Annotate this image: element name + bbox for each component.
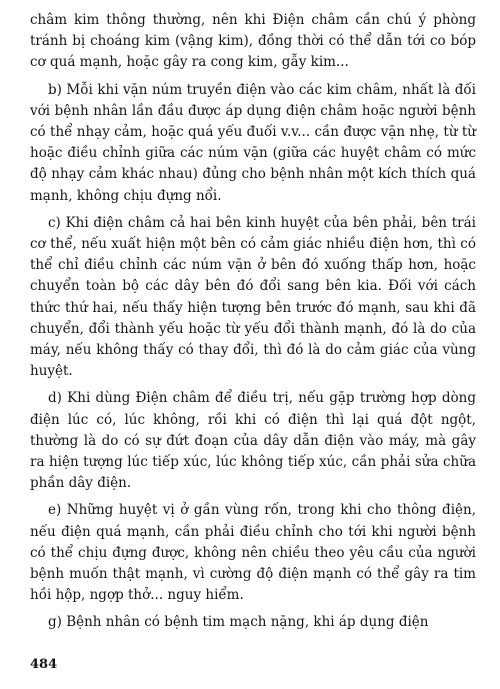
paragraph-6: g) Bệnh nhân có bệnh tim mạch nặng, khi áp dụng điện xyxy=(48,614,429,631)
page-body xyxy=(30,10,476,640)
paragraph-4: d) Khi dùng Điện châm để điều trị, nếu gặp trường hợp dòng điện lúc có, lúc không, rồi khi có điện thì lại quá đột ngột, thường là do có sự đứt đoạn của dây dẫn điện vào máy, mà gây ra hiện tượng lúc tiếp xúc, lúc không tiếp xúc, cần phải sửa chữa phần dây điện. xyxy=(30,390,476,492)
paragraph-2: b) Mỗi khi vặn núm truyền điện vào các kim châm, nhất là đối với bệnh nhân lần đầu được áp dụng điện châm hoặc người bệnh có thể nhạy cảm, hoặc quá yếu đuối v.v... cần được vặn nhẹ, từ từ hoặc điều chỉnh giữa các núm vặn (giữa các huyệt châm có mức độ nhạy cảm khác nhau) đủng cho bệnh nhân một kích thích quá mạnh, không chịu đựng nổi. xyxy=(30,81,476,204)
page-number: 484 xyxy=(30,657,58,672)
paragraph-1: châm kim thông thường, nên khi Điện châm cần chú ý phòng tránh bị choáng kim (vậng kim), đồng thời có thể dẫn tới co bóp cơ quá mạnh, hoặc gây ra cong kim, gẫy kim... xyxy=(30,12,476,71)
paragraph-5: e) Những huyệt vị ở gần vùng rốn, trong khi cho thông điện, nếu điện quá mạnh, cần phải điều chỉnh cho tới khi người bệnh có thể chịu đựng được, không nên chiều theo yêu cầu của người bệnh muốn thật mạnh, vì cường độ điện mạnh có thể gây ra tim hồi hộp, ngợp thở... nguy hiểm. xyxy=(30,502,476,604)
paragraph-3: c) Khi điện châm cả hai bên kinh huyệt của bên phải, bên trái cơ thể, nếu xuất hiện một bên có cảm giác nhiều điện hơn, thì có thể chỉ điều chỉnh các núm vặn ở bên đó xuống thấp hơn, hoặc chuyển toàn bộ các dây bên đó đổi sang bên kia. Đối với cách thức thứ hai, nếu thấy hiện tượng bên trước đó mạnh, sau khi đã chuyển, đổi thành yếu hoặc từ yếu đổi thành mạnh, đó là do của máy, nếu không thấy có thay đổi, thì đó là do cảm giác của vùng huyệt. xyxy=(30,214,476,380)
